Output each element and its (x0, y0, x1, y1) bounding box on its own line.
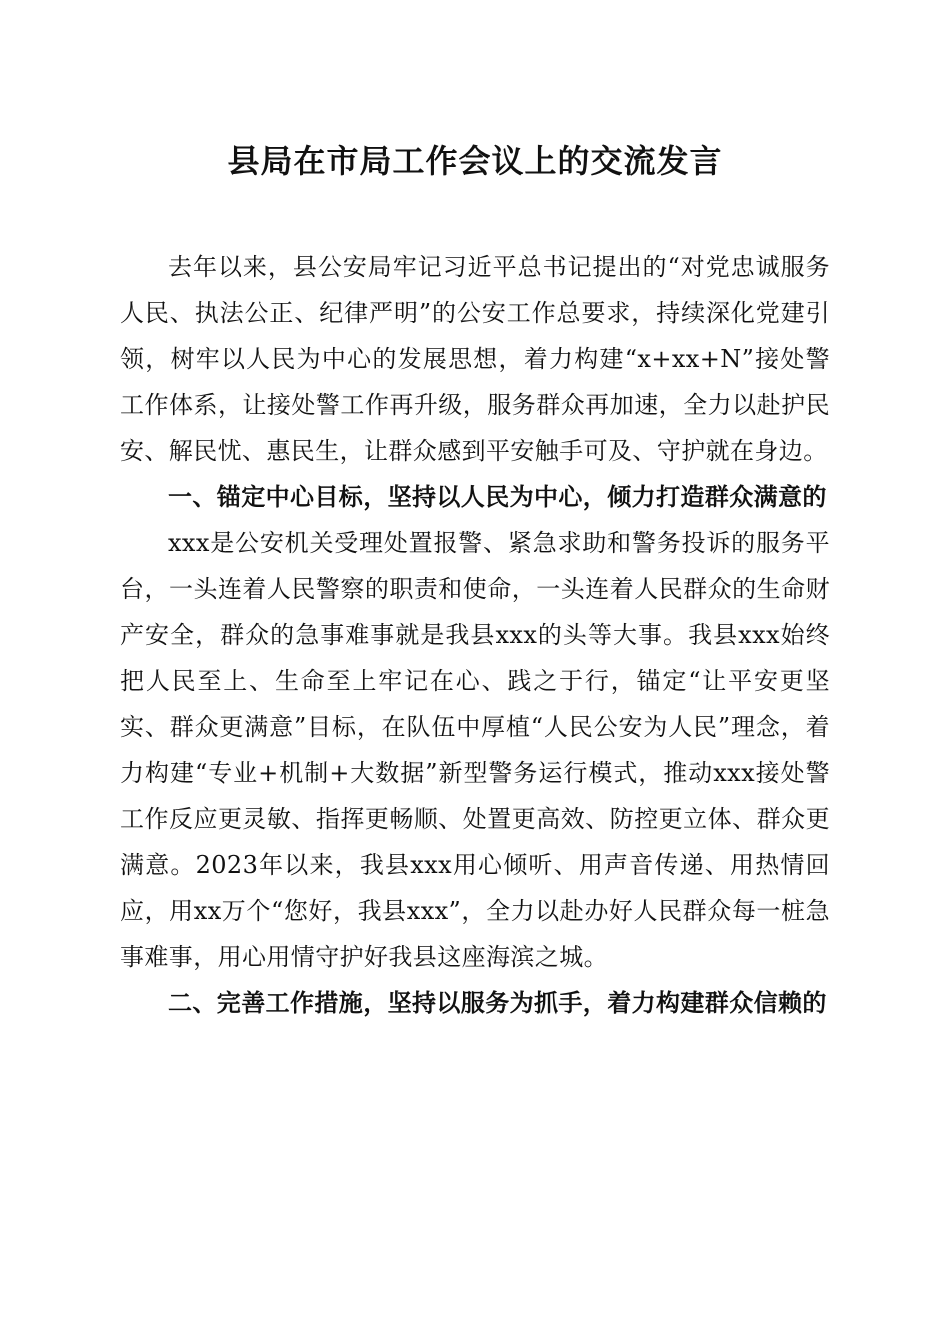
document-page (120, 130, 830, 1026)
intro-paragraph: 去年以来，县公安局牢记习近平总书记提出的“对党忠诚服务人民、执法公正、纪律严明”的公安工作总要求，持续深化党建引领，树牢以人民为中心的发展思想，着力构建“x+xx+N”接处警工作体系，让接处警工作再升级，服务群众再加速，全力以赴护民安、解民忧、惠民生，让群众感到平安触手可及、守护就在身边。 (120, 253, 830, 465)
section-1-heading: 一、锚定中心目标，坚持以人民为中心，倾力打造群众满意的 (168, 483, 827, 511)
section-2-heading: 二、完善工作措施，坚持以服务为抓手，着力构建群众信赖的 (168, 989, 827, 1017)
section-1-body: xxx是公安机关受理处置报警、紧急求助和警务投诉的服务平台，一头连着人民警察的职责和使命，一头连着人民群众的生命财产安全，群众的急事难事就是我县xxx的头等大事。我县xxx始终把人民至上、生命至上牢记在心、践之于行，锚定“让平安更坚实、群众更满意”目标，在队伍中厚植“人民公安为人民”理念，着力构建“专业+机制+大数据”新型警务运行模式，推动xxx接处警工作反应更灵敏、指挥更畅顺、处置更高效、防控更立体、群众更满意。2023年以来，我县xxx用心倾听、用声音传递、用热情回应，用xx万个“您好，我县xxx”，全力以赴办好人民群众每一桩急事难事，用心用情守护好我县这座海滨之城。 (120, 529, 830, 971)
document-title: 县局在市局工作会议上的交流发言 (227, 142, 723, 180)
